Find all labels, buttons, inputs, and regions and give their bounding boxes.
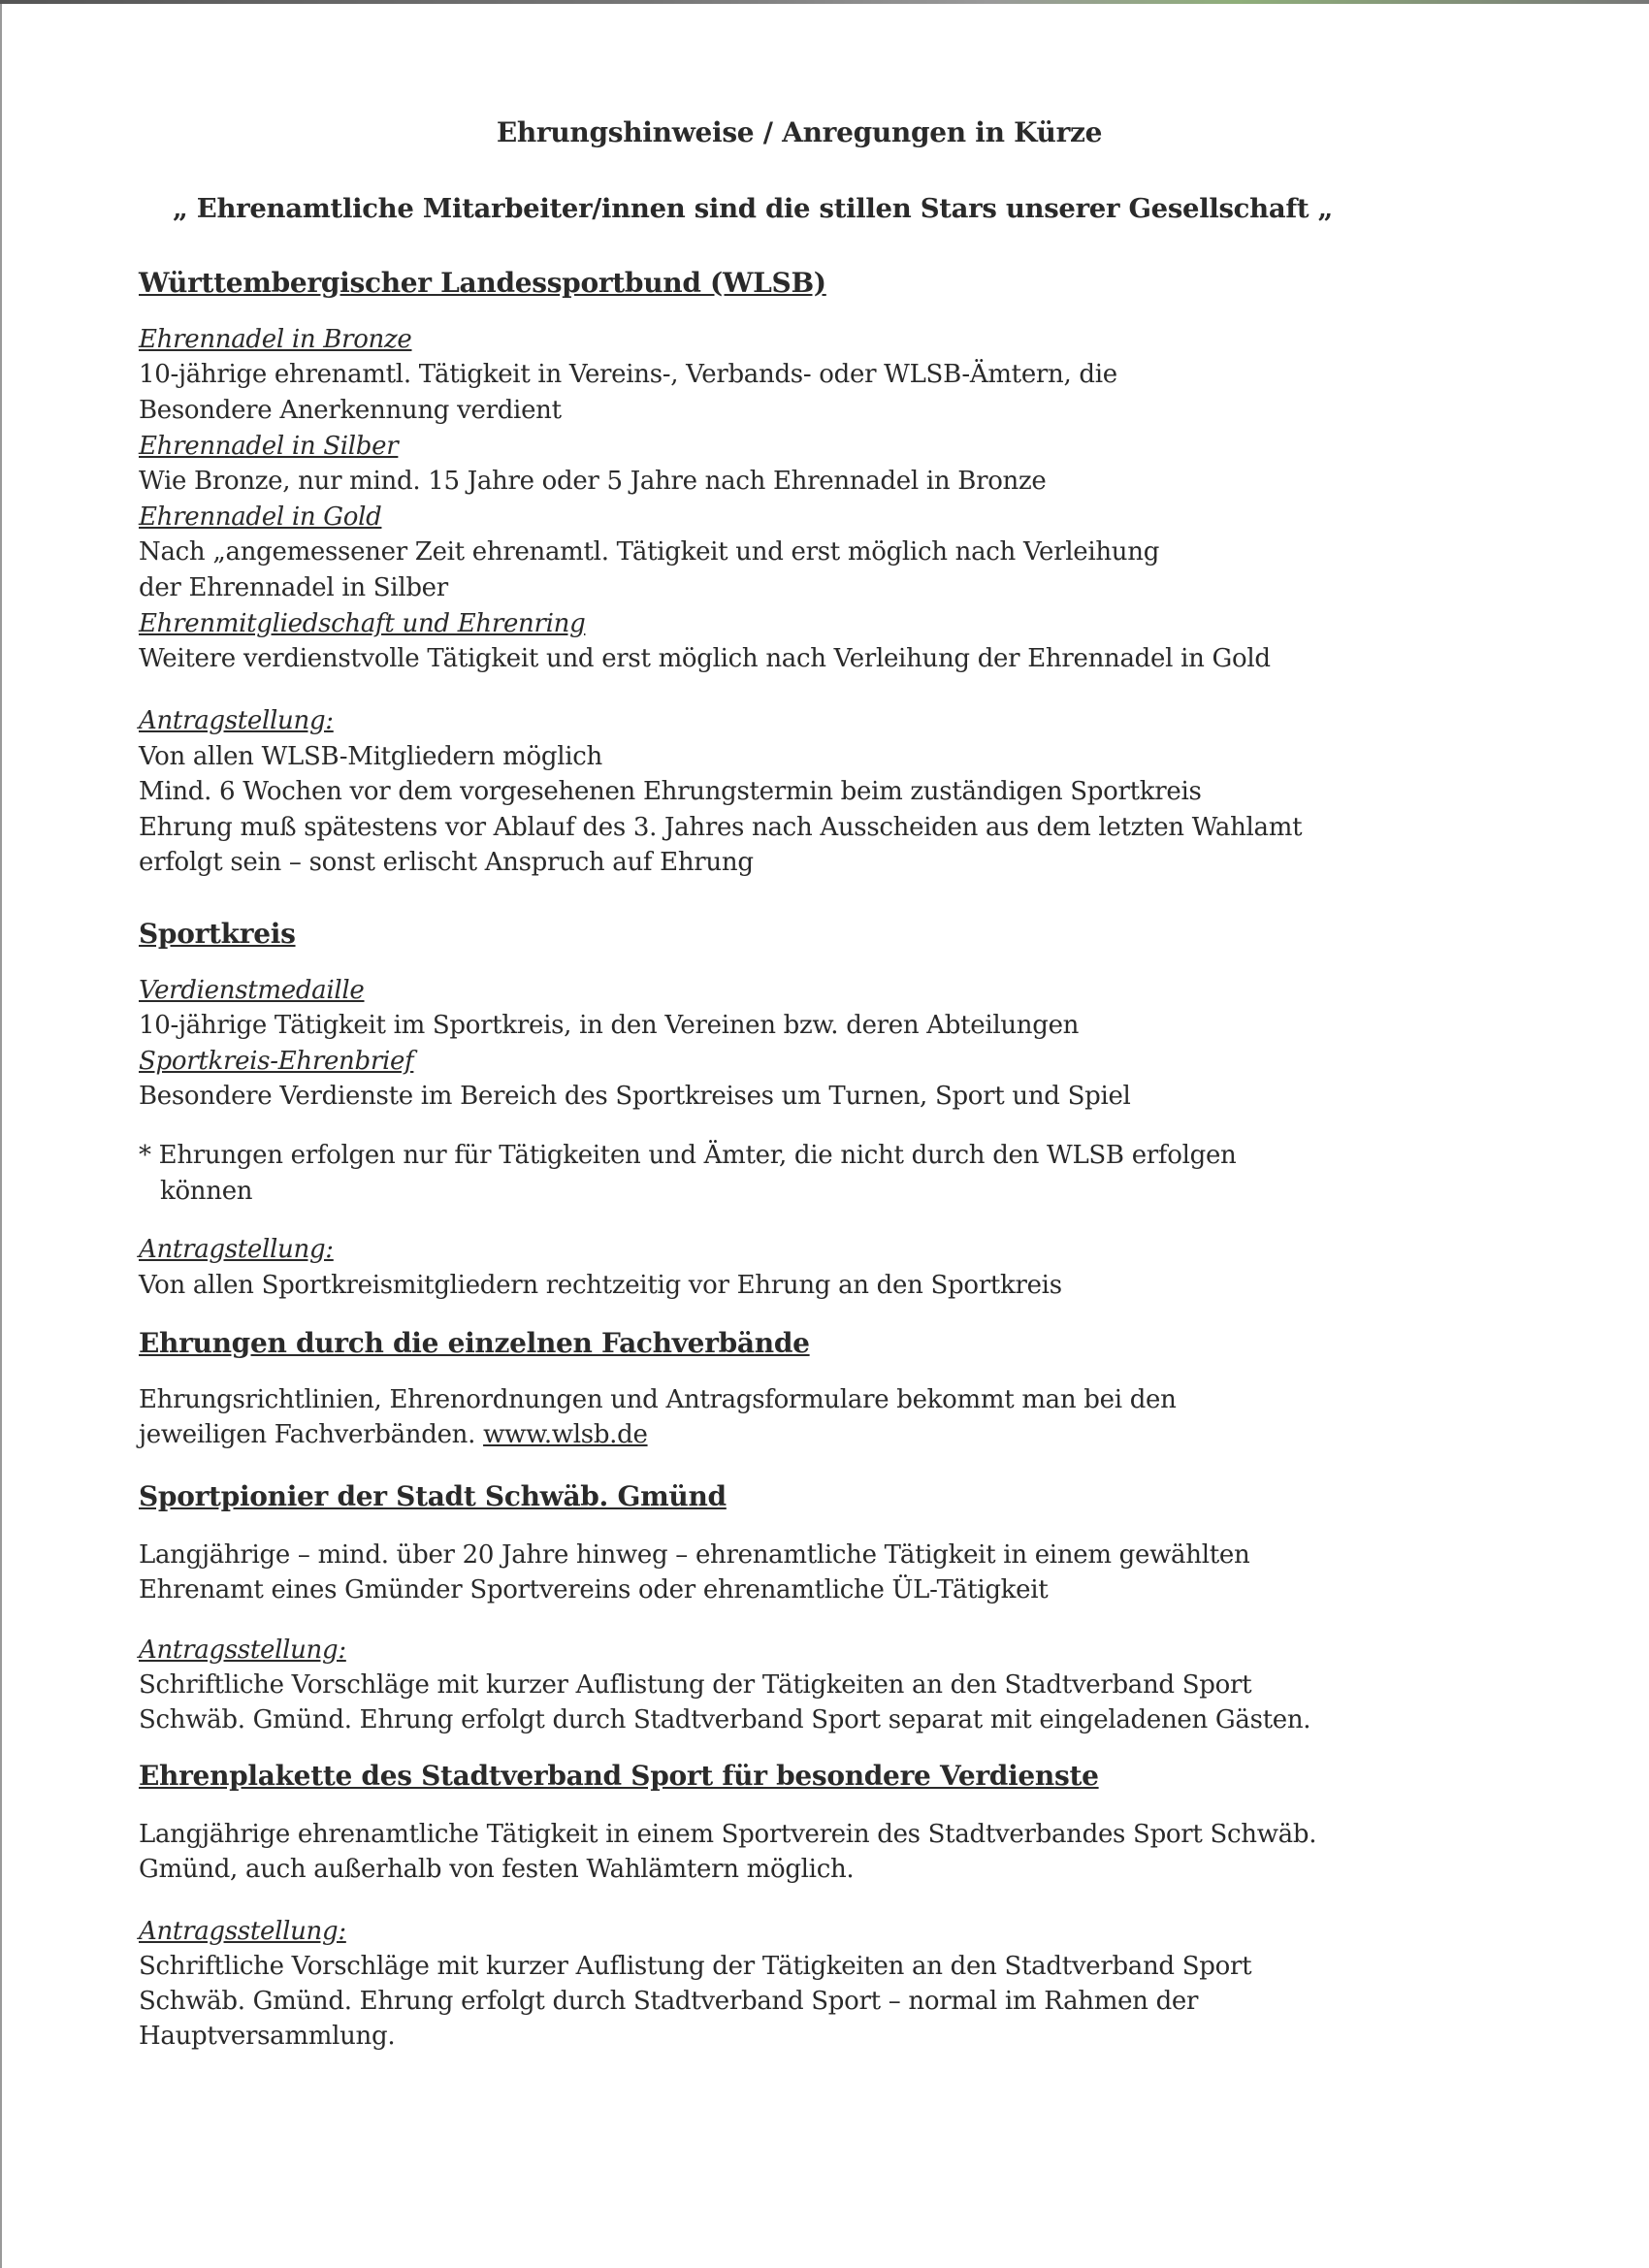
- text-line: 10-jährige ehrenamtl. Tätigkeit in Vereins-, Verbands- oder WLSB-Ämtern, die: [139, 360, 1117, 389]
- section-heading-ehrenplakette: Ehrenplakette des Stadtverband Sport für besondere Verdienste: [139, 1760, 1099, 1792]
- label-antragsstellung-sportpionier: Antragsstellung:: [139, 1636, 346, 1665]
- text-line: Schriftliche Vorschläge mit kurzer Auflistung der Tätigkeiten an den Stadtverband Sport: [139, 1952, 1252, 1981]
- scan-edge-left: [0, 4, 2, 2268]
- label-ehrennadel-gold: Ehrennadel in Gold: [139, 502, 382, 532]
- section-heading-sportkreis: Sportkreis: [139, 918, 296, 950]
- text-line: Ehrungsrichtlinien, Ehrenordnungen und Antragsformulare bekommt man bei den: [139, 1385, 1177, 1414]
- text-line: Langjährige – mind. über 20 Jahre hinweg – ehrenamtliche Tätigkeit in einem gewählten: [139, 1540, 1250, 1570]
- text-line: 10-jährige Tätigkeit im Sportkreis, in den Vereinen bzw. deren Abteilungen: [139, 1011, 1080, 1040]
- text-line: erfolgt sein – sonst erlischt Anspruch auf Ehrung: [139, 848, 754, 877]
- text-line: Schwäb. Gmünd. Ehrung erfolgt durch Stadtverband Sport – normal im Rahmen der: [139, 1987, 1199, 2016]
- text-line: Von allen WLSB-Mitgliedern möglich: [139, 742, 602, 771]
- text-line: Schriftliche Vorschläge mit kurzer Auflistung der Tätigkeiten an den Stadtverband Sport: [139, 1670, 1252, 1700]
- label-antragstellung-wlsb: Antragstellung:: [139, 706, 334, 735]
- text-fragment: jeweiligen Fachverbänden.: [139, 1420, 476, 1449]
- text-line: Von allen Sportkreismitgliedern rechtzeitig vor Ehrung an den Sportkreis: [139, 1271, 1062, 1300]
- text-line: Besondere Anerkennung verdient: [139, 396, 562, 425]
- label-antragsstellung-ehrenplakette: Antragsstellung:: [139, 1917, 346, 1946]
- label-verdienstmedaille: Verdienstmedaille: [139, 976, 365, 1005]
- motto-quote: „ Ehrenamtliche Mitarbeiter/innen sind die stillen Stars unserer Gesellschaft „: [173, 193, 1334, 224]
- text-line: Besondere Verdienste im Bereich des Sportkreises um Turnen, Sport und Spiel: [139, 1082, 1131, 1111]
- text-line: Langjährige ehrenamtliche Tätigkeit in einem Sportverein des Stadtverbandes Sport Schwäb.: [139, 1820, 1317, 1849]
- text-line: Mind. 6 Wochen vor dem vorgesehenen Ehrungstermin beim zuständigen Sportkreis: [139, 777, 1202, 806]
- section-heading-fachverbaende: Ehrungen durch die einzelnen Fachverbände: [139, 1327, 810, 1359]
- text-line: Nach „angemessener Zeit ehrenamtl. Tätigkeit und erst möglich nach Verleihung: [139, 537, 1160, 567]
- scan-edge-top: [0, 0, 1649, 4]
- text-line: Weitere verdienstvolle Tätigkeit und erst möglich nach Verleihung der Ehrennadel in Gold: [139, 644, 1271, 673]
- page-title: [0, 116, 1649, 149]
- label-ehrennadel-silber: Ehrennadel in Silber: [139, 432, 399, 461]
- footnote-line: können: [160, 1177, 253, 1206]
- text-line: Hauptversammlung.: [139, 2022, 396, 2051]
- section-heading-sportpionier: Sportpionier der Stadt Schwäb. Gmünd: [139, 1480, 727, 1512]
- text-line: Wie Bronze, nur mind. 15 Jahre oder 5 Jahre nach Ehrennadel in Bronze: [139, 467, 1047, 496]
- label-ehrennadel-bronze: Ehrennadel in Bronze: [139, 325, 412, 354]
- text-line: Ehrenamt eines Gmünder Sportvereins oder ehrenamtliche ÜL-Tätigkeit: [139, 1575, 1049, 1604]
- footnote-line: * Ehrungen erfolgen nur für Tätigkeiten und Ämter, die nicht durch den WLSB erfolgen: [139, 1141, 1237, 1170]
- label-sportkreis-ehrenbrief: Sportkreis-Ehrenbrief: [139, 1047, 414, 1076]
- label-antragstellung-sportkreis: Antragstellung:: [139, 1235, 334, 1264]
- text-line: Schwäb. Gmünd. Ehrung erfolgt durch Stadtverband Sport separat mit eingeladenen Gästen.: [139, 1705, 1311, 1734]
- text-line: Gmünd, auch außerhalb von festen Wahlämtern möglich.: [139, 1855, 855, 1884]
- text-line: Ehrung muß spätestens vor Ablauf des 3. Jahres nach Ausscheiden aus dem letzten Wahlamt: [139, 813, 1303, 842]
- section-heading-wlsb: Württembergischer Landessportbund (WLSB): [139, 267, 826, 299]
- page-title-text: Ehrungshinweise / Anregungen in Kürze: [496, 116, 1103, 148]
- wlsb-link[interactable]: www.wlsb.de: [483, 1420, 648, 1449]
- text-line: der Ehrennadel in Silber: [139, 573, 448, 602]
- text-line-with-link: [139, 1418, 648, 1451]
- label-ehrenmitgliedschaft: Ehrenmitgliedschaft und Ehrenring: [139, 609, 586, 638]
